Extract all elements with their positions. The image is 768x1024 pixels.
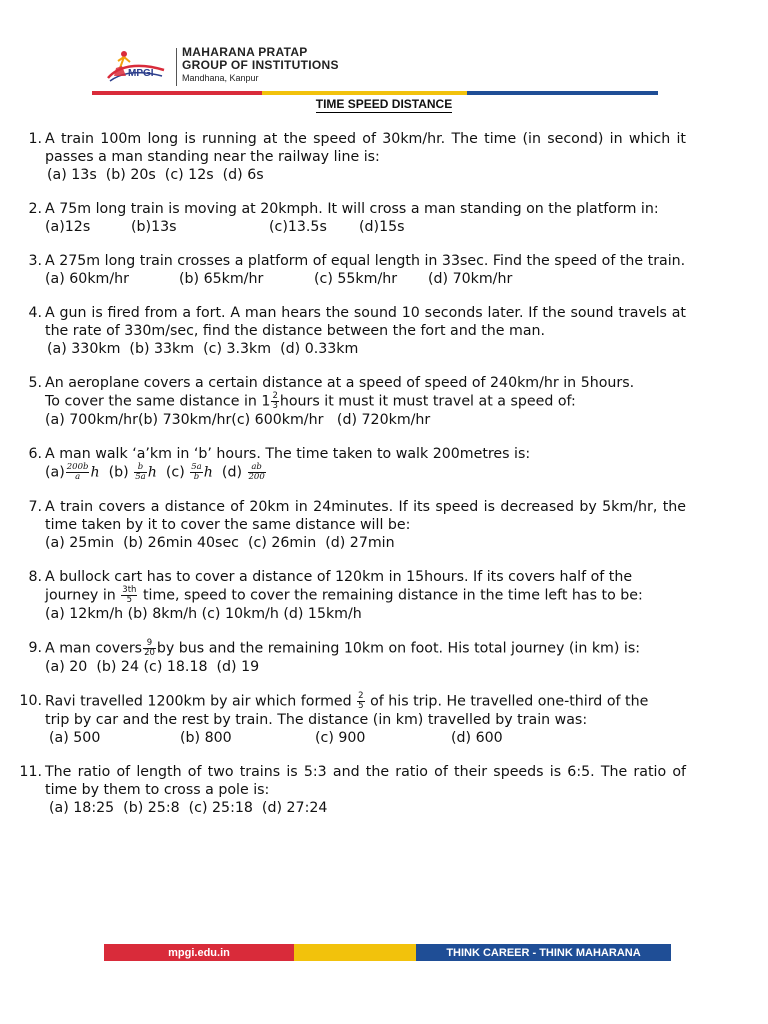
question-2: 2. A 75m long train is moving at 20kmph. It will cross a man standing on the platform in: (a)12s (b)13s (c)13.5s (d)15s [18, 200, 686, 236]
question-list [18, 130, 686, 833]
question-1: 1. A train 100m long is running at the speed of 30km/hr. The time (in second) in which it passes a man standing near the railway line is: (a) 13s (b) 20s (c) 12s (d) 6s [28, 131, 686, 183]
logo-text: MPGI [128, 68, 154, 79]
question-7: 7. A train covers a distance of 20km in 24minutes. If its speed is decreased by 5km/hr, the time taken by it to cover the same distance will be: (a) 25min (b) 26min 40sec (c) 26min (d) 27min [28, 499, 686, 551]
question-4: 4. A gun is fired from a fort. A man hears the sound 10 seconds later. If the sound travels at the rate of 330m/sec, find the distance between the fort and the man. (a) 330km (b) 33km (c) 3.3km (d) 0.33km [28, 305, 686, 357]
question-6: 6. A man walk ‘a’km in ‘b’ hours. The time taken to walk 200metres is: (a) $\frac{200b}{a}$ h (b) $\frac{b}{5a}$ h (c) $\frac{5a}{b}$ h (d) $\frac{ab}{200}$ [18, 445, 686, 482]
mpgi-logo [104, 46, 170, 86]
options: (a) 60km/hr (b) 65km/hr (c) 55km/hr (d) 70km/hr [45, 271, 513, 287]
letterhead [96, 40, 666, 96]
header-divider [176, 48, 177, 86]
options: (a) $\frac{200b}{a}$ h (b) $\frac{b}{5a}$ h (c) $\frac{5a}{b}$ h (d) $\frac{ab}{200}$ [45, 462, 265, 482]
options: (a) 700km/hr(b) 730km/hr(c) 600km/hr (d) 720km/hr [45, 412, 431, 428]
footer-bar [104, 944, 671, 961]
question-3: 3. A 275m long train crosses a platform of equal length in 33sec. Find the speed of the train. (a) 60km/hr (b) 65km/hr (c) 55km/hr (d) 70km/hr [28, 253, 686, 287]
options: (a) 12km/h (b) 8km/h (c) 10km/h (d) 15km/h [45, 606, 362, 622]
footer-yellow-block [294, 944, 416, 961]
institution-name: MAHARANA PRATAP GROUP OF INSTITUTIONS Mandhana, Kanpur [182, 45, 339, 83]
question-11: 11. The ratio of length of two trains is 5:3 and the ratio of their speeds is 6:5. The ratio of time by them to cross a pole is: (a) 18:25 (b) 25:8 (c) 25:18 (d) 27:24 [19, 764, 686, 816]
page-title: TIME SPEED DISTANCE [315, 97, 453, 111]
options: (a) 25min (b) 26min 40sec (c) 26min (d) 27min [45, 535, 395, 551]
footer-tagline: THINK CAREER - THINK MAHARANA [416, 944, 671, 961]
options: (a) 18:25 (b) 25:8 (c) 25:18 (d) 27:24 [49, 800, 328, 816]
options: (a) 330km (b) 33km (c) 3.3km (d) 0.33km [47, 341, 359, 357]
question-9: 9. A man covers $\frac{9}{20}$ by bus and the remaining 10km on foot. His total journey (in km) is: (a) 20 (b) 24 (c) 18.18 (d) 19 [18, 639, 686, 676]
question-10: 10. Ravi travelled 1200km by air which formed $\frac{2}{5}$ of his trip. He travelled one-third of the trip by car and the rest by train. The distance (in km) travelled by train was: (a) 500 (b) 800 (c) 900 (d) 600 [18, 692, 686, 747]
options: (a)12s (b)13s (c)13.5s (d)15s [45, 219, 405, 235]
question-8: 8. A bullock cart has to cover a distance of 120km in 15hours. If its covers half of the journey in $\frac{3th}{5}$ time, speed to cover the remaining distance in the time left has to be: (a) 12km/h (b) 8km/h (c) 10km/h (d) 15km/h [18, 568, 686, 623]
question-5: 5. An aeroplane covers a certain distance at a speed of speed of 240km/hr in 5hours. To cover the same distance in 1 $\frac{2}{3}$ hours it must it must travel at a speed of: (a) 700km/hr(b) 730km/hr(c) 600km/hr (d) 720km/hr [18, 374, 686, 429]
options: (a) 13s (b) 20s (c) 12s (d) 6s [47, 167, 264, 183]
options: (a) 500 (b) 800 (c) 900 (d) 600 [49, 730, 503, 746]
options: (a) 20 (b) 24 (c) 18.18 (d) 19 [45, 659, 260, 675]
header-color-bar [92, 91, 658, 95]
footer-website: mpgi.edu.in [104, 944, 294, 961]
